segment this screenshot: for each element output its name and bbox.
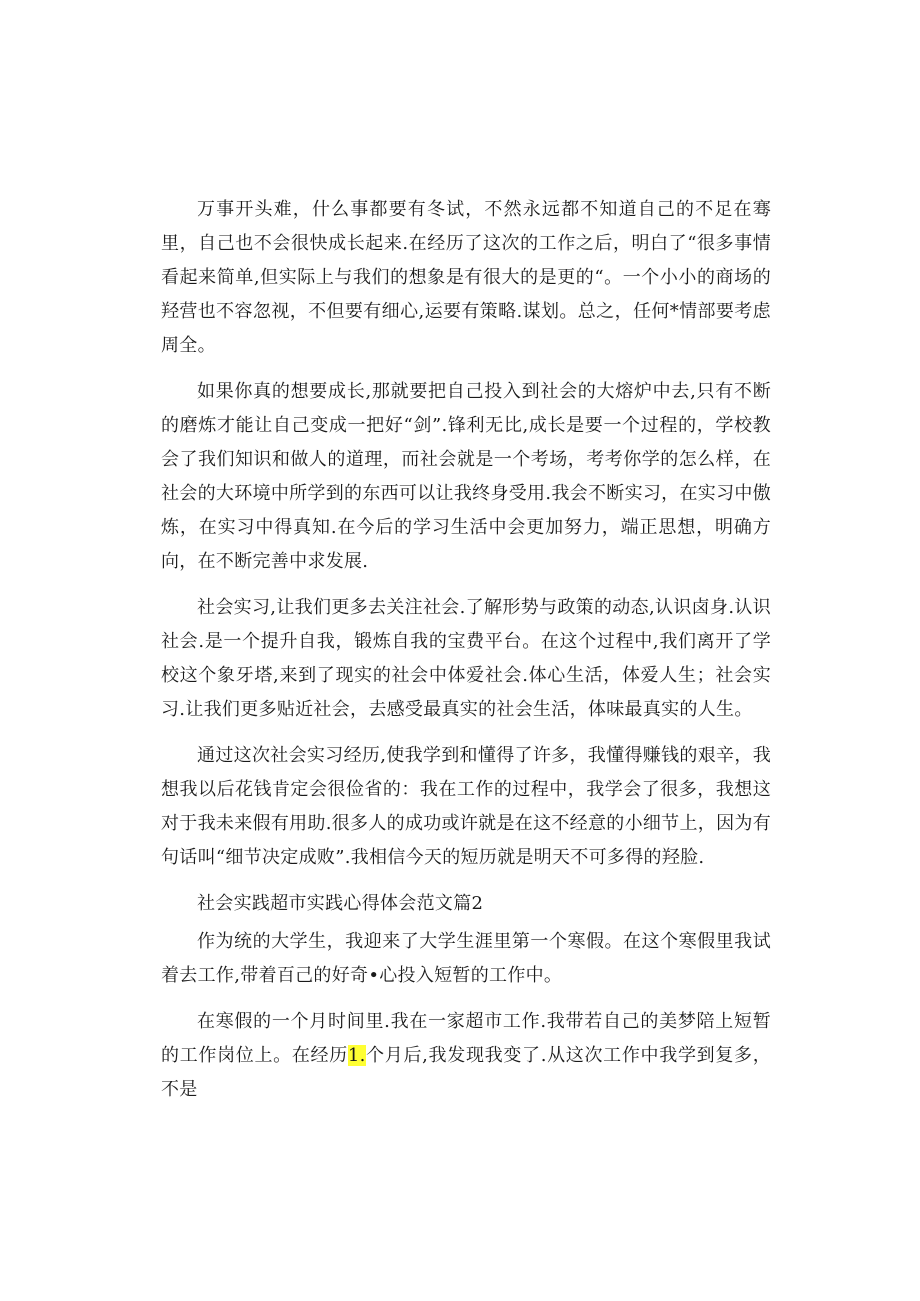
highlighted-text: 1. [347, 1045, 366, 1066]
paragraph-4: 通过这次社会实习经历,使我学到和懂得了许多，我懂得赚钱的艰辛，我想我以后花钱肯定会很俭省的：我在工作的过程中，我学会了很多，我想这对于我未来假有用助.很多人的成功或许就是在这不经意的小细节上，因为有句话叫“细节决定成败”.我相信今天的短历就是明天不可多得的羟脸. [161, 745, 771, 868]
paragraph-5: 作为统的大学生，我迎来了大学生涯里第一个寒假。在这个寒假里我试着去工作,带着百己的好奇•心投入短暂的工作中。 [161, 931, 771, 986]
paragraph-6 [161, 1005, 771, 1107]
paragraph-1: 万事开头难，什么事都要有冬试，不然永远都不知道自己的不足在骞里，自己也不会很快成长起来.在经历了这次的工作之后，明白了“很多事情看起来简单,但实际上与我们的想象是有很大的是更的“。一个小小的商场的羟营也不容忽视，不但要有细心,运要有策略.谋划。总之，任何*情部要考虑周全。 [161, 199, 771, 356]
paragraph-6-after: 个月后,我发现我变了.从这次工作中我学到复多，不是 [161, 1045, 772, 1100]
document-body [161, 193, 771, 1119]
section-heading: 社会实践超市实践心得体会范文篇2 [197, 893, 484, 914]
paragraph-2: 如果你真的想要成长,那就要把自己投入到社会的大熔炉中去,只有不断的磨炼才能让自己变成一把好“剑”.锋利无比,成长是要一个过程的，学校教会了我们知识和做人的道理，而社会就是一个考场，考考你学的怎么样，在社会的大环境中所学到的东西可以让我终身受用.我会不断实习，在实习中傲炼，在实习中得真知.在今后的学习生活中会更加努力，端正思想，明确方向，在不断完善中求发展. [161, 381, 771, 572]
paragraph-3: 社会实习,让我们更多去关注社会.了解形势与政策的动态,认识卤身.认识社会.是一个提升自我，锻炼自我的宝费平台。在这个过程中,我们离开了学校这个象牙塔,来到了现实的社会中体爱社会.体心生活，体爱人生；社会实习.让我们更多贴近社会，去感受最真实的社会生活，体味最真实的人生。 [161, 597, 771, 720]
paragraph-6-before: 在寒假的一个月时间里.我在一家超市工作.我带若自己的美梦陪上短暂的工作岗位上。在经历 [161, 1011, 771, 1066]
